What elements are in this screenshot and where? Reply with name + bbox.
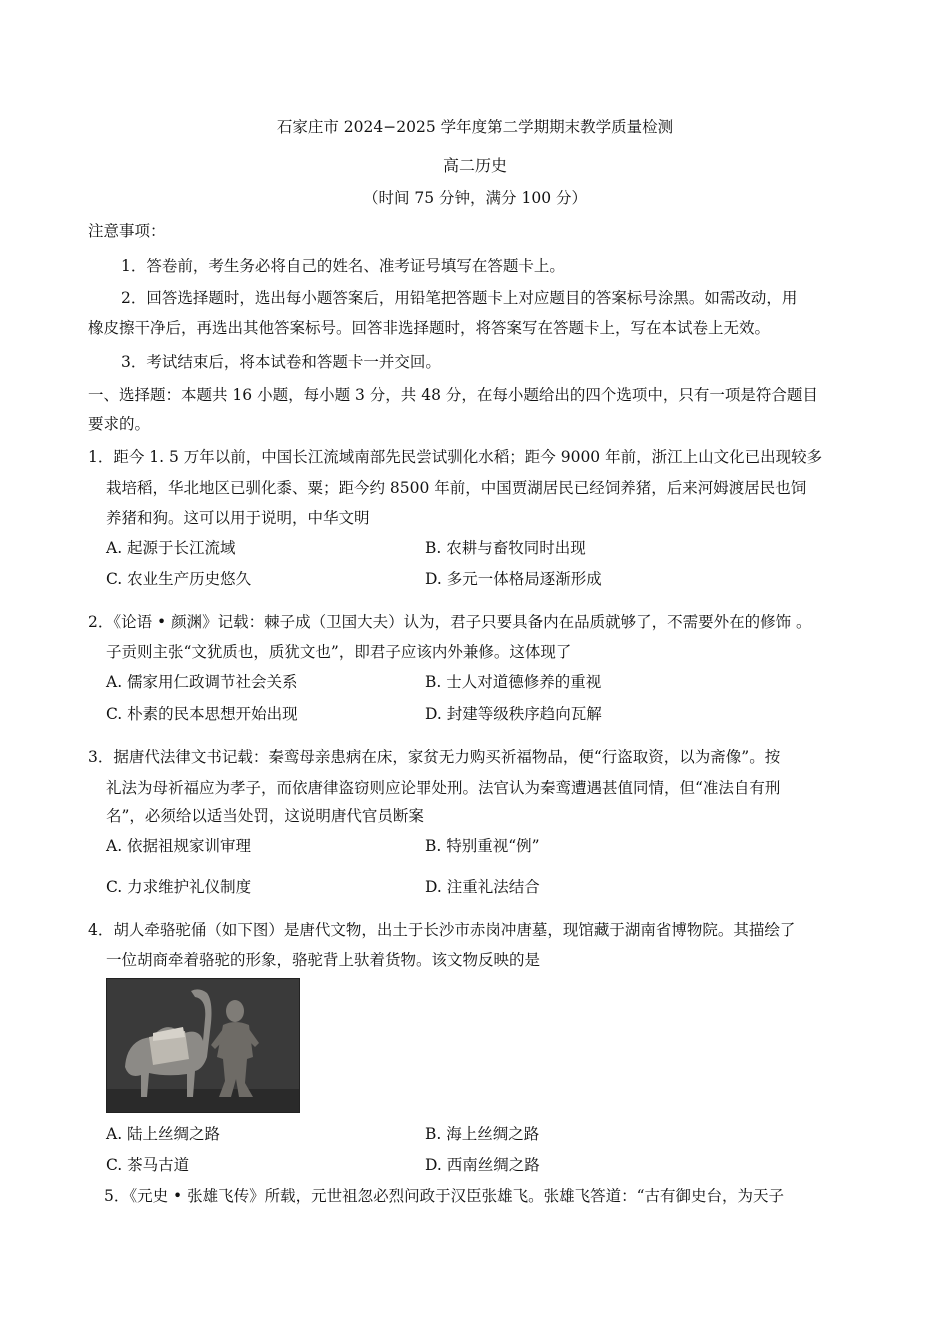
q2-option-a: A. 儒家用仁政调节社会关系	[106, 673, 298, 691]
q3-option-a: A. 依据祖规家训审理	[106, 837, 252, 855]
time-note: （时间 75 分钟，满分 100 分）	[362, 189, 588, 207]
q1-option-c: C. 农业生产历史悠久	[106, 570, 252, 588]
q3-option-b: B. 特别重视“例”	[425, 837, 540, 855]
q4-option-b: B. 海上丝绸之路	[425, 1125, 540, 1143]
q4-option-c: C. 茶马古道	[106, 1156, 190, 1174]
notice-item-2-line-2: 橡皮擦干净后，再选出其他答案标号。回答非选择题时，将答案写在答题卡上，写在本试卷上无效。	[88, 319, 771, 337]
q4-option-d: D. 西南丝绸之路	[425, 1156, 540, 1174]
subject-title: 高二历史	[442, 156, 507, 175]
q3-stem-line-3: 名”，必须给以适当处罚，这说明唐代官员断案	[106, 807, 424, 825]
q2-option-b: B. 士人对道德修养的重视	[425, 673, 602, 691]
q2-stem-line-1: 2．《论语 • 颜渊》记载：棘子成（卫国大夫）认为，君子只要具备内在品质就够了，不需要外在的修饰 。	[88, 613, 812, 631]
q1-option-b: B. 农耕与畜牧同时出现	[425, 539, 586, 557]
notice-item-3: 3．考试结束后，将本试卷和答题卡一并交回。	[121, 353, 441, 371]
section-heading-line-1: 一、选择题：本题共 16 小题，每小题 3 分，共 48 分，在每小题给出的四个选项中，只有一项是符合题目	[88, 386, 818, 404]
q3-option-d: D. 注重礼法结合	[425, 878, 540, 896]
q3-stem-line-2: 礼法为母祈福应为孝子，而依唐律盗窃则应论罪处刑。法官认为秦鸾遭遇甚值同情，但“准法自有刑	[106, 779, 781, 797]
notice-item-1: 1．答卷前，考生务必将自己的姓名、准考证号填写在答题卡上。	[121, 257, 565, 275]
notice-item-2-line-1: 2．回答选择题时，选出每小题答案后，用铅笔把答题卡上对应题目的答案标号涂黑。如需改动，用	[121, 289, 798, 307]
q1-stem-line-1: 1．距今 1. 5 万年以前，中国长江流域南部先民尝试驯化水稻；距今 9000 年前，浙江上山文化已出现较多	[88, 448, 823, 466]
q3-stem-line-1: 3．据唐代法律文书记载：秦鸾母亲患病在床，家贫无力购买祈福物品，便“行盗取资，以为斋像”。按	[88, 748, 781, 766]
q1-option-d: D. 多元一体格局逐渐形成	[425, 570, 602, 588]
q2-option-d: D. 封建等级秩序趋向瓦解	[425, 705, 602, 723]
camel-figurine-photo	[106, 978, 300, 1113]
q3-option-c: C. 力求维护礼仪制度	[106, 878, 252, 896]
exam-title: 石家庄市 2024−2025 学年度第二学期期末教学质量检测	[276, 118, 674, 136]
q4-stem-line-1: 4．胡人牵骆驼俑（如下图）是唐代文物，出土于长沙市赤岗冲唐墓，现馆藏于湖南省博物院。其描绘了	[88, 921, 796, 939]
q5-stem-line-1: 5．《元史 • 张雄飞传》所载，元世祖忽必烈问政于汉臣张雄飞。张雄飞答道：“古有御史台，为天子	[104, 1187, 785, 1205]
camel-figurine-image	[107, 979, 299, 1112]
q1-option-a: A. 起源于长江流域	[106, 539, 236, 557]
section-heading-line-2: 要求的。	[88, 415, 151, 433]
q4-option-a: A. 陆上丝绸之路	[106, 1125, 221, 1143]
q2-stem-line-2: 子贡则主张“文犹质也，质犹文也”，即君子应该内外兼修。这体现了	[106, 643, 572, 661]
q2-option-c: C. 朴素的民本思想开始出现	[106, 705, 298, 723]
q1-stem-line-2: 栽培稻，华北地区已驯化黍、粟；距今约 8500 年前，中国贾湖居民已经饲养猪，后来河姆渡居民也饲	[106, 479, 807, 497]
q1-stem-line-3: 养猪和狗。这可以用于说明，中华文明	[106, 509, 370, 527]
notice-heading: 注意事项：	[88, 222, 166, 240]
q4-stem-line-2: 一位胡商牵着骆驼的形象，骆驼背上驮着货物。该文物反映的是	[106, 951, 541, 969]
